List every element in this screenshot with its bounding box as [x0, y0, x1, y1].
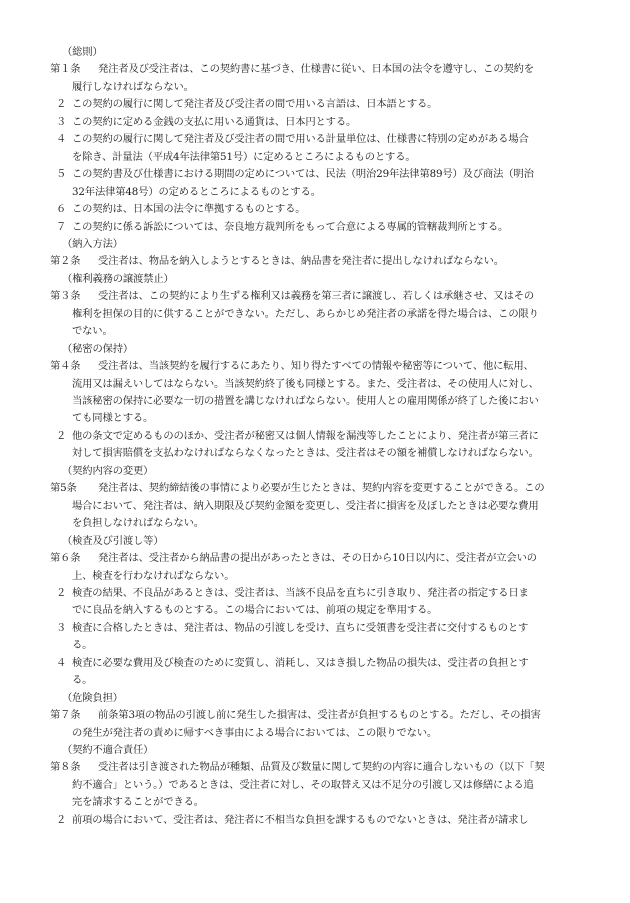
article-line [50, 480, 545, 497]
clause-continuation: 上、検査を行わなければならない。 [72, 569, 235, 582]
paragraph-line [56, 114, 357, 131]
clause-continuation: 場合において、発注者は、納入期限及び契約金額を変更し、受注者に損害を及ぼしたときは必要な費用 [72, 499, 539, 512]
clause-text: 発注者及び受注者は、この契約書に基づき、仕様書に従い、日本国の法令を遵守し、この契約を [98, 63, 534, 76]
article-line [50, 759, 545, 776]
paragraph-number: ７ [56, 220, 67, 233]
clause-text: 前項の場合において、受注者は、発注者に不相当な負担を課するものでないときは、発注者が請求し [72, 813, 529, 826]
paragraph-line [56, 219, 509, 236]
article-number: 第３条 [50, 290, 81, 303]
section-heading: （権利義務の譲渡禁止） [62, 272, 174, 285]
section-heading: （秘密の保持） [62, 342, 134, 355]
clause-text: この契約に定める金銭の支払に用いる通貨は、日本円とする。 [72, 115, 357, 128]
clause-continuation: を除き、計量法（平成4年法律第51号）に定めるところによるものとする。 [72, 150, 416, 163]
article-number: 第７条 [50, 709, 81, 722]
paragraph-number: ２ [56, 98, 67, 111]
paragraph-line [56, 166, 534, 183]
paragraph-number: ３ [56, 115, 67, 128]
paragraph-line [56, 620, 529, 637]
clause-continuation: 対して損害賠償を支払わなければならなくなったときは、受注者はその額を補償しなければならない。 [72, 447, 539, 460]
clause-continuation: る。 [72, 639, 93, 652]
clause-continuation: の発生が発注者の責めに帰すべき事由による場合においては、この限りでない。 [72, 726, 438, 739]
clause-text: この契約の履行に関して発注者及び受注者の間で用いる言語は、日本語とする。 [72, 98, 438, 111]
clause-continuation: でに良品を納入するものとする。この場合においては、前項の規定を準用する。 [72, 604, 438, 617]
clause-text: 発注者は、受注者から納品書の提出があったときは、その日から10日以内に、受注者が立会いの [98, 552, 537, 565]
paragraph-number: ２ [56, 429, 67, 442]
article-line [50, 707, 541, 724]
article-line [50, 288, 535, 305]
article-line [50, 358, 534, 375]
clause-continuation: を負担しなければならない。 [72, 517, 204, 530]
clause-continuation: ても同様とする。 [72, 412, 154, 425]
paragraph-number: ２ [56, 813, 67, 826]
clause-continuation: でない。 [72, 325, 113, 338]
paragraph-line [56, 96, 438, 113]
clause-text: 検査の結果、不良品があるときは、受注者は、当該不良品を直ちに引き取り、発注者の指定する日ま [72, 586, 529, 599]
clause-text: この契約書及び仕様書における期間の定めについては、民法（明治29年法律第89号）及び商法（明治 [72, 168, 534, 181]
section-heading: （契約不適合責任） [62, 744, 154, 756]
section-heading: （契約内容の変更） [62, 464, 154, 477]
paragraph-number: ３ [56, 621, 67, 634]
clause-text: 他の条文で定めるもののほか、受注者が秘密又は個人情報を漏洩等したことにより、発注者が第三者に [72, 429, 539, 442]
paragraph-number: ６ [56, 203, 67, 216]
paragraph-line [56, 585, 529, 602]
paragraph-number: ４ [56, 656, 67, 669]
clause-continuation: 権利を担保の目的に供することができない。ただし、あらかじめ発注者の承諾を得た場合は、この限り [72, 307, 539, 320]
clause-text: 受注者は、この契約により生ずる権利又は義務を第三者に譲渡し、若しくは承継させ、又はその [98, 290, 535, 303]
paragraph-number: ４ [56, 133, 67, 146]
clause-text: 検査に必要な費用及び検査のために変質し、消耗し、又はき損した物品の損失は、受注者の負担とす [72, 656, 529, 669]
clause-text: 受注者は、当該契約を履行するにあたり、知り得たすべての情報や秘密等について、他に転用、 [98, 360, 534, 373]
article-number: 第６条 [50, 552, 81, 565]
clause-continuation: る。 [72, 674, 93, 687]
section-heading: （危険負担） [62, 691, 123, 704]
clause-text: この契約は、日本国の法令に準拠するものとする。 [72, 203, 306, 216]
article-number: 第８条 [50, 761, 81, 774]
article-line [50, 253, 504, 270]
clause-text: この契約に係る訴訟については、奈良地方裁判所をもって合意による専属的管轄裁判所とする。 [72, 220, 509, 233]
paragraph-line [56, 428, 539, 445]
clause-continuation: 32年法律第48号）の定めるところによるものとする。 [72, 185, 321, 198]
clause-continuation: 当該秘密の保持に必要な一切の措置を講じなければならない。使用人との雇用関係が終了した後におい [72, 395, 539, 407]
article-number: 第１条 [50, 63, 81, 76]
article-number: 第5条 [50, 482, 77, 495]
clause-text: 前条第3項の物品の引渡し前に発生した損害は、受注者が負担するものとする。ただし、その損害 [98, 709, 541, 722]
section-heading: （総則） [62, 46, 103, 58]
clause-continuation: 約不適合」という。）であるときは、受注者に対し、その取替え又は不足分の引渡し又は修繕による追 [72, 778, 534, 791]
clause-text: この契約の履行に関して発注者及び受注者の間で用いる計量単位は、仕様書に特別の定めがある場合 [72, 133, 529, 146]
article-line [50, 61, 534, 78]
clause-text: 受注者は引き渡された物品が種類、品質及び数量に関して契約の内容に適合しないもの（以下「契 [98, 761, 545, 774]
paragraph-number: ５ [56, 168, 67, 181]
paragraph-number: ２ [56, 586, 67, 599]
article-line [50, 550, 537, 567]
clause-text: 発注者は、契約締結後の事情により必要が生じたときは、契約内容を変更することができる。この [98, 482, 545, 495]
article-number: 第４条 [50, 360, 81, 373]
section-heading: （納入方法） [62, 237, 123, 250]
paragraph-line [56, 655, 529, 672]
clause-continuation: 履行しなければならない。 [72, 80, 194, 93]
clause-text: 受注者は、物品を納入しようとするときは、納品書を発注者に提出しなければならない。 [98, 255, 504, 268]
clause-continuation: 完を請求することができる。 [72, 796, 204, 809]
clause-text: 検査に合格したときは、発注者は、物品の引渡しを受け、直ちに受領書を受注者に交付するものとす [72, 621, 529, 634]
article-number: 第２条 [50, 255, 81, 268]
paragraph-line [56, 201, 306, 218]
paragraph-line [56, 812, 529, 829]
section-heading: （検査及び引渡し等） [62, 534, 164, 547]
clause-continuation: 流用又は漏えいしてはならない。当該契約終了後も同様とする。また、受注者は、その使用人に対し、 [72, 377, 539, 390]
paragraph-line [56, 131, 529, 148]
